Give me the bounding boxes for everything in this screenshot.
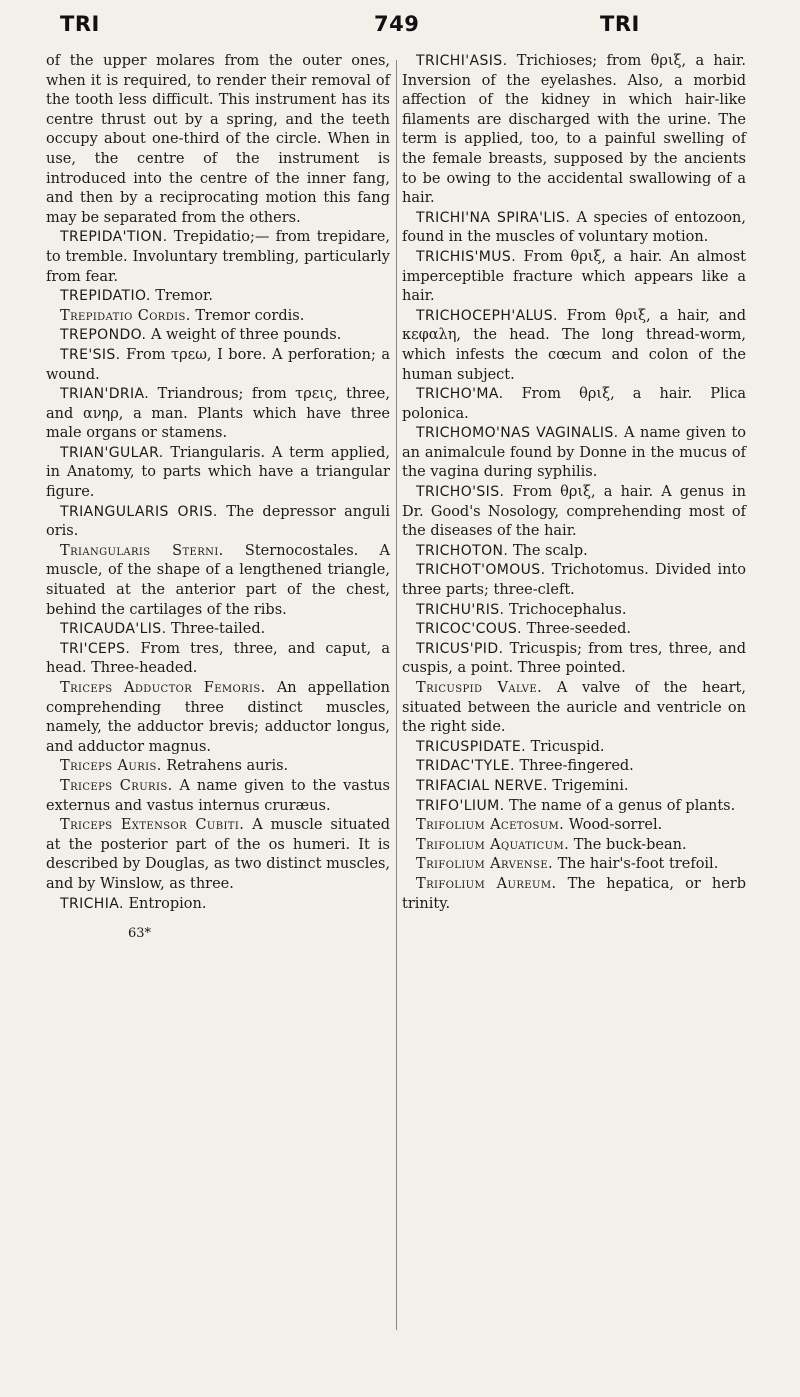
entry-headword: TRICHOT'OMOUS.	[416, 562, 546, 579]
dictionary-entry	[402, 52, 746, 209]
entry-text: A name given to an animalcule found by Donne in the mucus of the vagina during syphilis.	[402, 425, 746, 481]
dictionary-entry	[46, 757, 390, 777]
dictionary-entry	[46, 895, 390, 915]
dictionary-entry	[46, 542, 390, 620]
entry-text: Three-tailed.	[171, 621, 266, 638]
dictionary-entry	[46, 679, 390, 757]
page-number: 749	[374, 12, 420, 36]
dictionary-entry	[402, 640, 746, 679]
entry-text: A valve of the heart, situated between the auricle and ventricle on the right side.	[402, 680, 746, 736]
entry-headword: Triceps Cruris.	[60, 777, 173, 794]
dictionary-entry	[402, 738, 746, 758]
entry-text: From τρεω, I bore. A perforation; a wound.	[46, 346, 391, 383]
entry-headword: Tricuspid Valve.	[416, 680, 543, 696]
header-right-word: TRI	[600, 12, 640, 36]
entry-headword: TRICUSPIDATE.	[416, 738, 526, 755]
entry-headword: Trifolium Aquaticum.	[416, 836, 570, 853]
entry-headword: TRICHI'NA SPIRA'LIS.	[416, 209, 571, 226]
dictionary-entry	[402, 483, 746, 542]
entry-text: Trichioses; from θριξ, a hair. Inversion of the eyelashes. Also, a morbid affection of the kidney in which hair-like filaments are discharged with the urine. The term is applied, too, to a painful swelling of the female breasts, supposed by the ancients to be owing to the accidental swallowing of a hair.	[402, 53, 746, 207]
entry-headword: TRICOC'COUS.	[416, 621, 523, 638]
entry-text: A name given to the vastus externus and vastus internus cruræus.	[46, 777, 390, 814]
entry-text: Trepidatio;— from trepidare, to tremble. Involuntary trembling, particularly from fear.	[46, 229, 391, 285]
dictionary-entry	[402, 424, 746, 483]
entry-headword: TRICHOTON.	[416, 542, 509, 559]
dictionary-entry	[46, 307, 390, 327]
entry-text: The hair's-foot trefoil.	[557, 856, 719, 873]
entry-headword: TREPIDA'TION.	[60, 229, 168, 246]
entry-text: Three-fingered.	[519, 758, 634, 775]
entry-text: Tremor cordis.	[195, 307, 305, 324]
entry-text: of the upper molares from the outer ones, when it is required, to render their removal of the tooth less difficult. This instrument has its centre thrust out by a spring, and the teeth occupy about one-third of the circle. When in use, the centre of the instrument is introduced into the centre of the inner fang, and then by a reciprocating motion this fang may be separated from the others.	[46, 53, 390, 226]
entry-text: The buck-bean.	[573, 836, 687, 853]
entry-headword: TRICHO'MA.	[416, 386, 504, 403]
entry-text: The depressor anguli oris.	[46, 503, 391, 540]
entry-headword: Trepidatio Cordis.	[60, 307, 191, 324]
entry-text: The name of a genus of plants.	[509, 797, 736, 814]
right-column	[402, 52, 746, 914]
entry-text: Triandrous; from τρεις, three, and ανηρ, a man. Plants which have three male organs or stamens.	[46, 386, 391, 442]
dictionary-entry	[402, 385, 746, 424]
dictionary-entry	[402, 620, 746, 640]
entry-headword: Trifolium Arvense.	[416, 856, 554, 873]
dictionary-entry	[402, 816, 746, 836]
dictionary-entry	[402, 875, 746, 914]
dictionary-entry	[402, 797, 746, 817]
left-column	[46, 52, 390, 954]
entry-headword: TRICHOMO'NAS VAGINALIS.	[416, 425, 619, 442]
entry-text: Entropion.	[128, 895, 207, 912]
entry-headword: TRICAUDA'LIS.	[60, 621, 167, 638]
header-left-word: TRI	[60, 12, 100, 36]
entry-text: Trigemini.	[552, 777, 629, 794]
dictionary-entry	[402, 307, 746, 385]
entry-text: Tremor.	[155, 288, 213, 305]
entry-headword: TRIDAC'TYLE.	[416, 758, 515, 775]
dictionary-entry	[46, 640, 390, 679]
dictionary-entry	[402, 757, 746, 777]
dictionary-entry	[46, 620, 390, 640]
entry-headword: TRICUS'PID.	[416, 640, 504, 657]
entry-text: From θριξ, a hair. A genus in Dr. Good's Nosology, comprehending most of the diseases of the hair.	[402, 484, 747, 540]
entry-headword: TRICHU'RIS.	[416, 601, 505, 618]
entry-headword: TRIANGULARIS ORIS.	[60, 503, 218, 520]
dictionary-entry	[402, 855, 746, 875]
entry-text: Tricuspid.	[530, 738, 605, 755]
entry-text: From θριξ, a hair. An almost imperceptible fracture which appears like a hair.	[402, 248, 746, 305]
entry-text: A muscle situated at the posterior part of the os humeri. It is described by Douglas, as two distinct muscles, and by Winslow, as three.	[46, 817, 390, 892]
dictionary-entry	[46, 52, 390, 228]
entry-text: Tricuspis; from tres, three, and cuspis, a point. Three pointed.	[402, 640, 746, 677]
entry-text: Three-seeded.	[526, 621, 631, 638]
entry-text: From tres, three, and caput, a head. Three-headed.	[46, 640, 390, 677]
entry-headword: TRIAN'DRIA.	[60, 386, 150, 403]
dictionary-entry	[46, 385, 390, 444]
entry-text: From θριξ, a hair. Plica polonica.	[402, 386, 747, 422]
entry-headword: Triceps Auris.	[60, 758, 162, 775]
entry-text: The hepatica, or herb trinity.	[402, 875, 747, 912]
dictionary-entry	[402, 601, 746, 621]
signature-mark: 63*	[128, 926, 152, 942]
running-header	[0, 12, 800, 48]
dictionary-entry	[46, 287, 390, 307]
entry-headword: Triceps Adductor Femoris.	[60, 680, 266, 696]
entry-headword: TREPIDATIO.	[60, 288, 151, 305]
entry-text: From θριξ, a hair, and κεφαλη, the head. The long thread-worm, which infests the cœcum and colon of the human subject.	[402, 307, 747, 383]
entry-text: A weight of three pounds.	[150, 327, 342, 344]
entry-text: An appellation comprehending three distinct muscles, namely, the adductor brevis; adductor longus, and adductor magnus.	[46, 680, 390, 755]
dictionary-entry	[402, 561, 746, 600]
dictionary-entry	[402, 542, 746, 562]
entry-headword: TRICHIS'MUS.	[416, 248, 517, 265]
entry-text: Retrahens auris.	[166, 758, 289, 775]
entry-headword: TRICHOCEPH'ALUS.	[416, 307, 558, 324]
entry-headword: TRI'CEPS.	[60, 640, 131, 657]
dictionary-entry	[46, 816, 390, 894]
dictionary-entry	[46, 346, 390, 385]
dictionary-entry	[46, 777, 390, 816]
dictionary-entry	[46, 503, 390, 542]
dictionary-entry	[402, 777, 746, 797]
dictionary-entry	[402, 248, 746, 307]
entry-headword: TRIFO'LIUM.	[416, 797, 505, 814]
entry-headword: TRICHIA.	[60, 895, 124, 912]
entry-headword: Triceps Extensor Cubiti.	[60, 817, 245, 834]
column-divider	[396, 60, 397, 1330]
entry-text: Trichotomus. Divided into three parts; three-cleft.	[402, 562, 746, 599]
entry-headword: TRIAN'GULAR.	[60, 444, 164, 461]
entry-headword: Triangularis Sterni.	[60, 542, 224, 559]
dictionary-entry	[46, 228, 390, 287]
entry-text: Trichocephalus.	[509, 601, 627, 618]
dictionary-entry	[402, 679, 746, 738]
entry-text: The scalp.	[512, 542, 588, 559]
entry-headword: TREPONDO.	[60, 327, 147, 344]
dictionary-entry	[402, 209, 746, 248]
entry-headword: TRICHI'ASIS.	[416, 53, 508, 69]
entry-text: Sternocostales. A muscle, of the shape of a lengthened triangle, situated at the anterior part of the chest, behind the cartilages of the ribs.	[46, 542, 390, 618]
entry-text: Wood-sorrel.	[568, 817, 663, 834]
entry-text: A species of entozoon, found in the muscles of voluntary motion.	[402, 209, 746, 246]
entry-headword: TRIFACIAL NERVE.	[416, 777, 548, 794]
entry-headword: TRICHO'SIS.	[416, 484, 505, 501]
entry-headword: TRE'SIS.	[60, 346, 121, 363]
entry-headword: Trifolium Aureum.	[416, 875, 557, 892]
dictionary-entry	[46, 326, 390, 346]
entry-text: Triangularis. A term applied, in Anatomy, to parts which have a triangular figure.	[46, 444, 391, 501]
entry-headword: Trifolium Acetosum.	[416, 817, 565, 834]
dictionary-entry	[46, 444, 390, 503]
dictionary-entry	[402, 836, 746, 856]
